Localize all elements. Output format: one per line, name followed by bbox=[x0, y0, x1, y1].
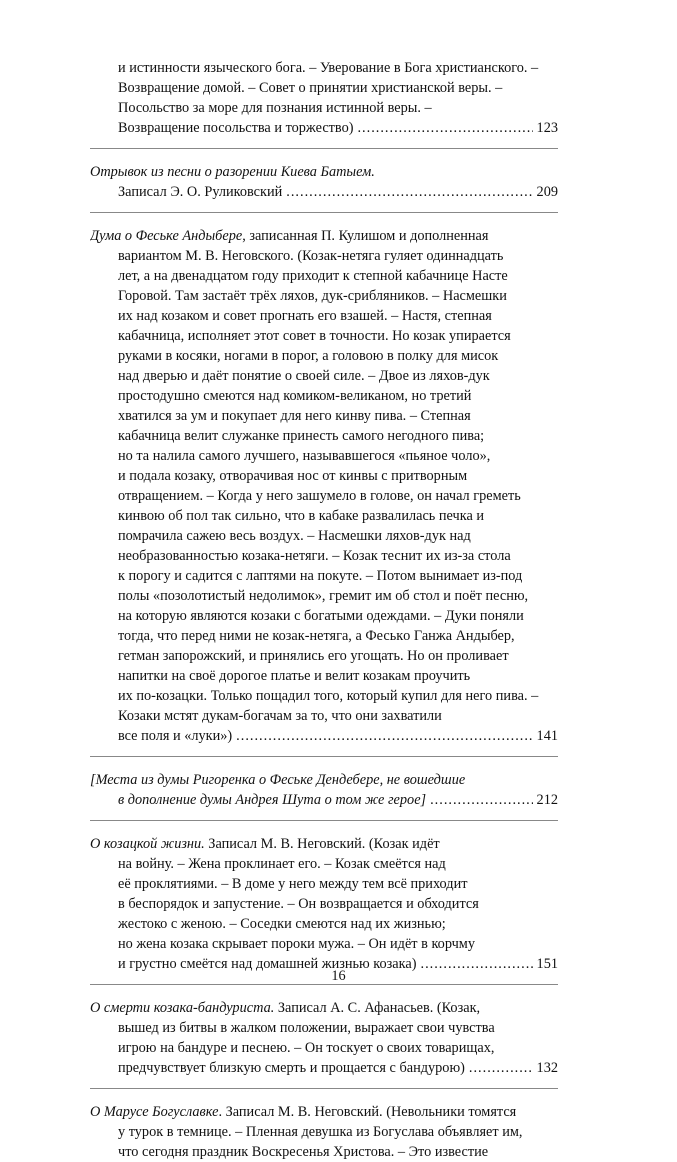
entry-title: Отрывок из песни о разорении Киева Батыем. bbox=[90, 164, 375, 180]
entry-line: игрою на бандуре и песнею. – Он тоскует о своих товарищах, bbox=[118, 1040, 495, 1056]
entry-line: Горовой. Там застаёт трёх ляхов, дук-срибляников. – Насмешки bbox=[118, 288, 507, 304]
leader-dots bbox=[469, 1058, 533, 1078]
entry-line: над дверью и даёт понятие о своей силе. – Двое из ляхов-дук bbox=[118, 368, 490, 384]
entry-line: но жена козака скрывает пороки мужа. – Он идёт в корчму bbox=[118, 936, 475, 952]
toc-entry-continuation bbox=[90, 58, 558, 138]
entry-first-line bbox=[90, 834, 558, 854]
entry-title: О Марусе Богуславке bbox=[90, 1104, 219, 1120]
toc-entry-mesta bbox=[90, 770, 558, 810]
entry-last-line bbox=[90, 182, 558, 202]
entry-line: но та налила самого лучшего, называвшегося «пьяное чоло», bbox=[118, 448, 491, 464]
entry-last-line bbox=[90, 1058, 558, 1078]
divider bbox=[90, 756, 558, 757]
entry-line: её проклятиями. – В доме у него между тем всё приходит bbox=[118, 876, 468, 892]
leader-dots bbox=[286, 182, 532, 202]
toc-entry-kozackoy-zhizni bbox=[90, 834, 558, 974]
page-ref: 141 bbox=[536, 728, 558, 744]
entry-first-line bbox=[90, 1102, 558, 1122]
entry-text: , записанная П. Кулишом и дополненная bbox=[242, 228, 489, 244]
entry-line: кинвою об пол так сильно, что в кабаке развалилась печка и bbox=[118, 508, 485, 524]
entry-line: Посольство за море для познания истинной веры. – bbox=[118, 100, 432, 116]
entry-line: Возвращение домой. – Совет о принятии христианской веры. – bbox=[118, 80, 503, 96]
entry-line: лет, а на двенадцатом году приходит к степной кабачнице Насте bbox=[118, 268, 508, 284]
entry-title: О смерти козака-бандуриста. bbox=[90, 1000, 275, 1016]
entry-line: и истинности языческого бога. – Уверование в Бога христианского. – bbox=[118, 60, 539, 76]
entry-text: Записал Э. О. Руликовский bbox=[118, 184, 283, 200]
entry-line: кабачница, исполняет этот совет в точности. Но козак упирается bbox=[118, 328, 511, 344]
entry-text: . Записал М. В. Неговский. (Невольники томятся bbox=[218, 1104, 517, 1120]
entry-line: на войну. – Жена проклинает его. – Козак смеётся над bbox=[118, 856, 446, 872]
leader-dots bbox=[357, 118, 532, 138]
entry-line: необразованностью козака-нетяги. – Козак теснит их из-за стола bbox=[118, 548, 511, 564]
entry-line: Козаки мстят дукам-богачам за то, что они захватили bbox=[118, 708, 442, 724]
toc-entry-maruse bbox=[90, 1102, 558, 1162]
entry-text: предчувствует близкую смерть и прощается с бандурою) bbox=[118, 1060, 465, 1076]
entry-line: их над козаком и совет прогнать его взашей. – Настя, степная bbox=[118, 308, 492, 324]
entry-line: руками в косяки, ногами в порог, а головою в полку для мисок bbox=[118, 348, 499, 364]
entry-line: помрачила сажею весь воздух. – Насмешки ляхов-дук над bbox=[118, 528, 471, 544]
entry-line: гетман запорожский, и принялись его угощать. Но он проливает bbox=[118, 648, 509, 664]
entry-text: Возвращение посольства и торжество) bbox=[118, 120, 354, 136]
entry-line: к порогу и садится с лаптями на покуте. – Потом вынимает из-под bbox=[118, 568, 523, 584]
page-ref: 123 bbox=[536, 120, 558, 136]
page-number: 16 bbox=[331, 968, 346, 984]
entry-last-line bbox=[90, 118, 558, 138]
entry-line: на которую являются козаки с богатыми одеждами. – Дуки поняли bbox=[118, 608, 524, 624]
divider bbox=[90, 212, 558, 213]
entry-text: все поля и «луки») bbox=[118, 728, 233, 744]
entry-line: что сегодня праздник Воскресенья Христова. – Это известие bbox=[118, 1144, 489, 1160]
entry-line: и подала козаку, отворачивая нос от кинвы с притворным bbox=[118, 468, 468, 484]
entry-last-line bbox=[90, 726, 558, 746]
entry-line: жестоко с женою. – Соседки смеются над их жизнью; bbox=[118, 916, 446, 932]
entry-first-line bbox=[90, 226, 558, 246]
entry-text: и грустно смеётся над домашней жизнью козака) bbox=[118, 956, 417, 972]
leader-dots bbox=[430, 790, 532, 810]
entry-text: Записал А. С. Афанасьев. (Козак, bbox=[274, 1000, 481, 1016]
entry-line: тогда, что перед ними не козак-нетяга, а Феськo Ганжа Андыбер, bbox=[118, 628, 515, 644]
entry-line: в беспорядок и запустение. – Он возвращается и обходится bbox=[118, 896, 479, 912]
entry-line: вариантом М. В. Неговского. (Козак-нетяга гуляет одиннадцать bbox=[118, 248, 504, 264]
entry-line: хватился за ум и покупает для него кинву пива. – Степная bbox=[118, 408, 471, 424]
page-ref: 132 bbox=[536, 1060, 558, 1076]
page-ref: 212 bbox=[536, 792, 558, 808]
entry-line: полы «позолотистый недолимок», гремит им об стол и поёт песню, bbox=[118, 588, 529, 604]
entry-line: напитки на своё дорогое платье и велит козакам проучить bbox=[118, 668, 471, 684]
table-of-contents bbox=[90, 58, 558, 1162]
entry-line: у турок в темнице. – Пленная девушка из Богуслава объявляет им, bbox=[118, 1124, 523, 1140]
leader-dots bbox=[236, 726, 532, 746]
entry-last-line bbox=[90, 790, 558, 810]
entry-title: [Места из думы Ригоренка о Феське Дендебере, не вошедшие bbox=[90, 772, 466, 788]
entry-first-line bbox=[90, 998, 558, 1018]
entry-line: кабачница велит служанке принесть самого негодного пива; bbox=[118, 428, 485, 444]
toc-entry-duma-feska bbox=[90, 226, 558, 746]
page-ref: 151 bbox=[536, 956, 558, 972]
divider bbox=[90, 148, 558, 149]
entry-line: простодушно смеются над комиком-великаном, но третий bbox=[118, 388, 472, 404]
toc-entry-otryvok bbox=[90, 162, 558, 202]
entry-line: вышед из битвы в жалком положении, выражает свои чувства bbox=[118, 1020, 495, 1036]
entry-title: Дума о Феське Андыбере bbox=[90, 228, 243, 244]
toc-entry-smerti-kozaka bbox=[90, 998, 558, 1078]
page-ref: 209 bbox=[536, 184, 558, 200]
entry-title-cont: в дополнение думы Андрея Шута о том же герое] bbox=[118, 792, 427, 808]
divider bbox=[90, 820, 558, 821]
divider bbox=[90, 1088, 558, 1089]
entry-title: О козацкой жизни. bbox=[90, 836, 205, 852]
entry-line: их по-козацки. Только пощадил того, который купил для него пива. – bbox=[118, 688, 539, 704]
entry-text: Записал М. В. Неговский. (Козак идёт bbox=[204, 836, 440, 852]
entry-line: отвращением. – Когда у него зашумело в голове, он начал греметь bbox=[118, 488, 521, 504]
